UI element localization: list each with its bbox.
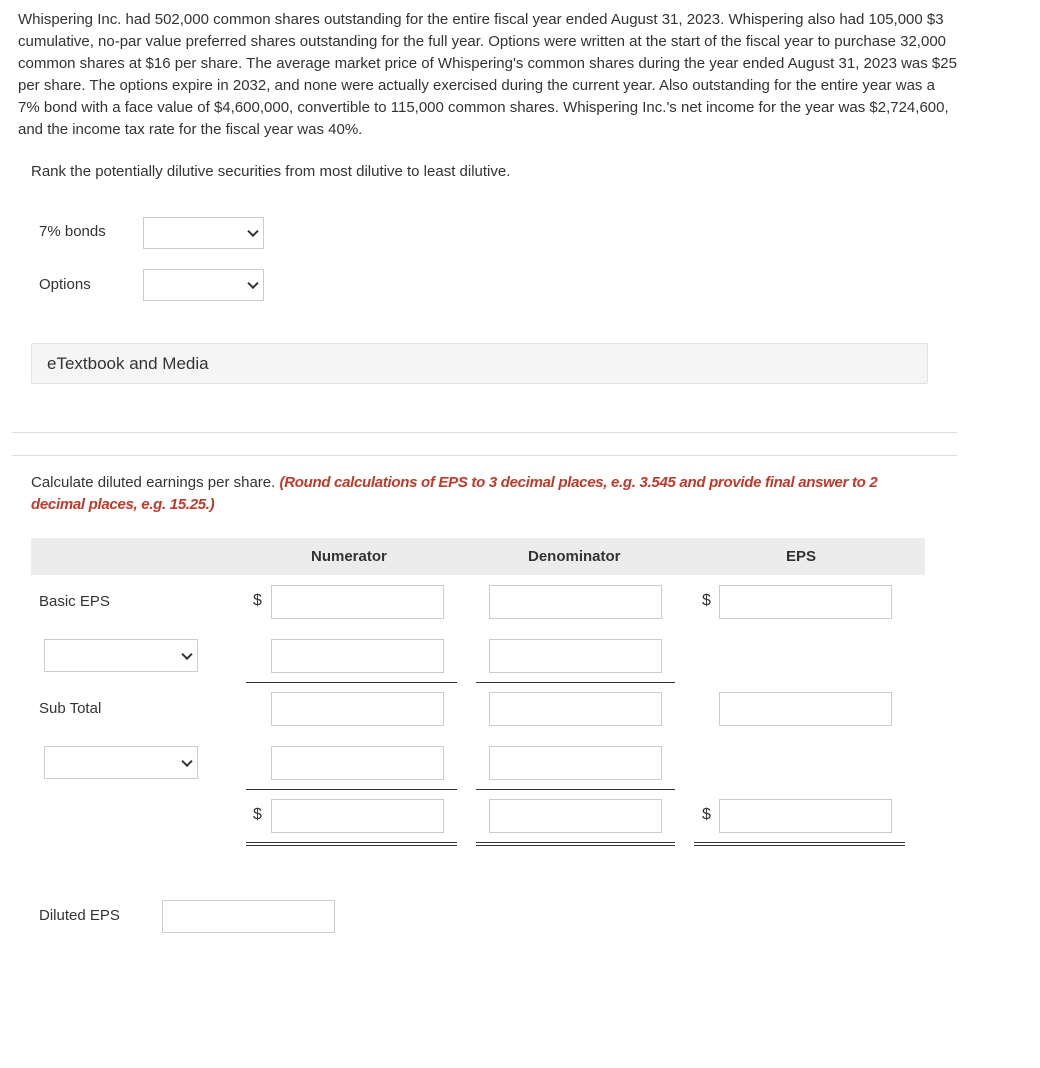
rank-prompt: Rank the potentially dilutive securities from most dilutive to least dilutive. [31, 163, 511, 180]
double-underline [246, 845, 457, 846]
header-eps: EPS [786, 548, 817, 565]
subtotal-eps-input[interactable] [719, 692, 892, 726]
rank-label-options: Options [39, 276, 91, 293]
divider [12, 455, 957, 456]
problem-text: Whispering Inc. had 502,000 common shares outstanding for the entire fiscal year ended August 31, 2023. Whispering also had 105,000 $3 cumulative, no-par value preferred shares outstanding for the full year. Options were written at the start of the fiscal year to purchase 32,000 common shares at $16 per share. The average market price of Whispering's common shares during the year ended August 31, 2023 was $25 per share. The options expire in 2032, and none were actually exercised during the current year. Also outstanding for the entire year was a 7% bond with a face value of $4,600,000, convertible to 115,000 common shares. Whispering Inc.'s net income for the year was $2,724,600, and the income tax rate for the fiscal year was 40%. [18, 11, 957, 138]
security1-denominator-input[interactable] [489, 639, 662, 673]
double-underline [246, 842, 457, 843]
diluted-eps-input[interactable] [162, 900, 335, 933]
underline [476, 789, 675, 790]
underline [476, 682, 675, 683]
eps-prompt-text: Calculate diluted earnings per share. [31, 474, 276, 491]
dollar-sign: $ [702, 806, 711, 823]
chevron-down-icon [247, 226, 258, 237]
etextbook-media-button[interactable]: eTextbook and Media [31, 343, 928, 384]
dollar-sign: $ [253, 592, 262, 609]
chevron-down-icon [181, 755, 192, 766]
chevron-down-icon [181, 648, 192, 659]
double-underline [694, 845, 905, 846]
rank-label-bonds: 7% bonds [39, 223, 106, 240]
basic-numerator-input[interactable] [271, 585, 444, 619]
total-eps-input[interactable] [719, 799, 892, 833]
basic-eps-label: Basic EPS [39, 593, 110, 610]
basic-denominator-input[interactable] [489, 585, 662, 619]
security1-numerator-input[interactable] [271, 639, 444, 673]
sub-total-label: Sub Total [39, 700, 102, 717]
double-underline [694, 842, 905, 843]
underline [246, 682, 457, 683]
security2-denominator-input[interactable] [489, 746, 662, 780]
header-numerator: Numerator [311, 548, 387, 565]
diluted-eps-label: Diluted EPS [39, 907, 120, 924]
eps-hint: (Round calculations of EPS to 3 decimal places, e.g. 3.545 and provide final answer to 2 decimal places, e.g. 15.25.) [31, 474, 878, 513]
eps-prompt [31, 472, 931, 516]
chevron-down-icon [247, 278, 258, 289]
header-denominator: Denominator [528, 548, 621, 565]
dollar-sign: $ [702, 592, 711, 609]
subtotal-denominator-input[interactable] [489, 692, 662, 726]
total-denominator-input[interactable] [489, 799, 662, 833]
double-underline [476, 845, 675, 846]
total-numerator-input[interactable] [271, 799, 444, 833]
security-select-2[interactable] [44, 746, 198, 779]
double-underline [476, 842, 675, 843]
security2-numerator-input[interactable] [271, 746, 444, 780]
rank-select-options[interactable] [143, 269, 264, 301]
divider [12, 432, 957, 433]
basic-eps-input[interactable] [719, 585, 892, 619]
underline [246, 789, 457, 790]
rank-select-bonds[interactable] [143, 217, 264, 249]
dollar-sign: $ [253, 806, 262, 823]
security-select-1[interactable] [44, 639, 198, 672]
subtotal-numerator-input[interactable] [271, 692, 444, 726]
